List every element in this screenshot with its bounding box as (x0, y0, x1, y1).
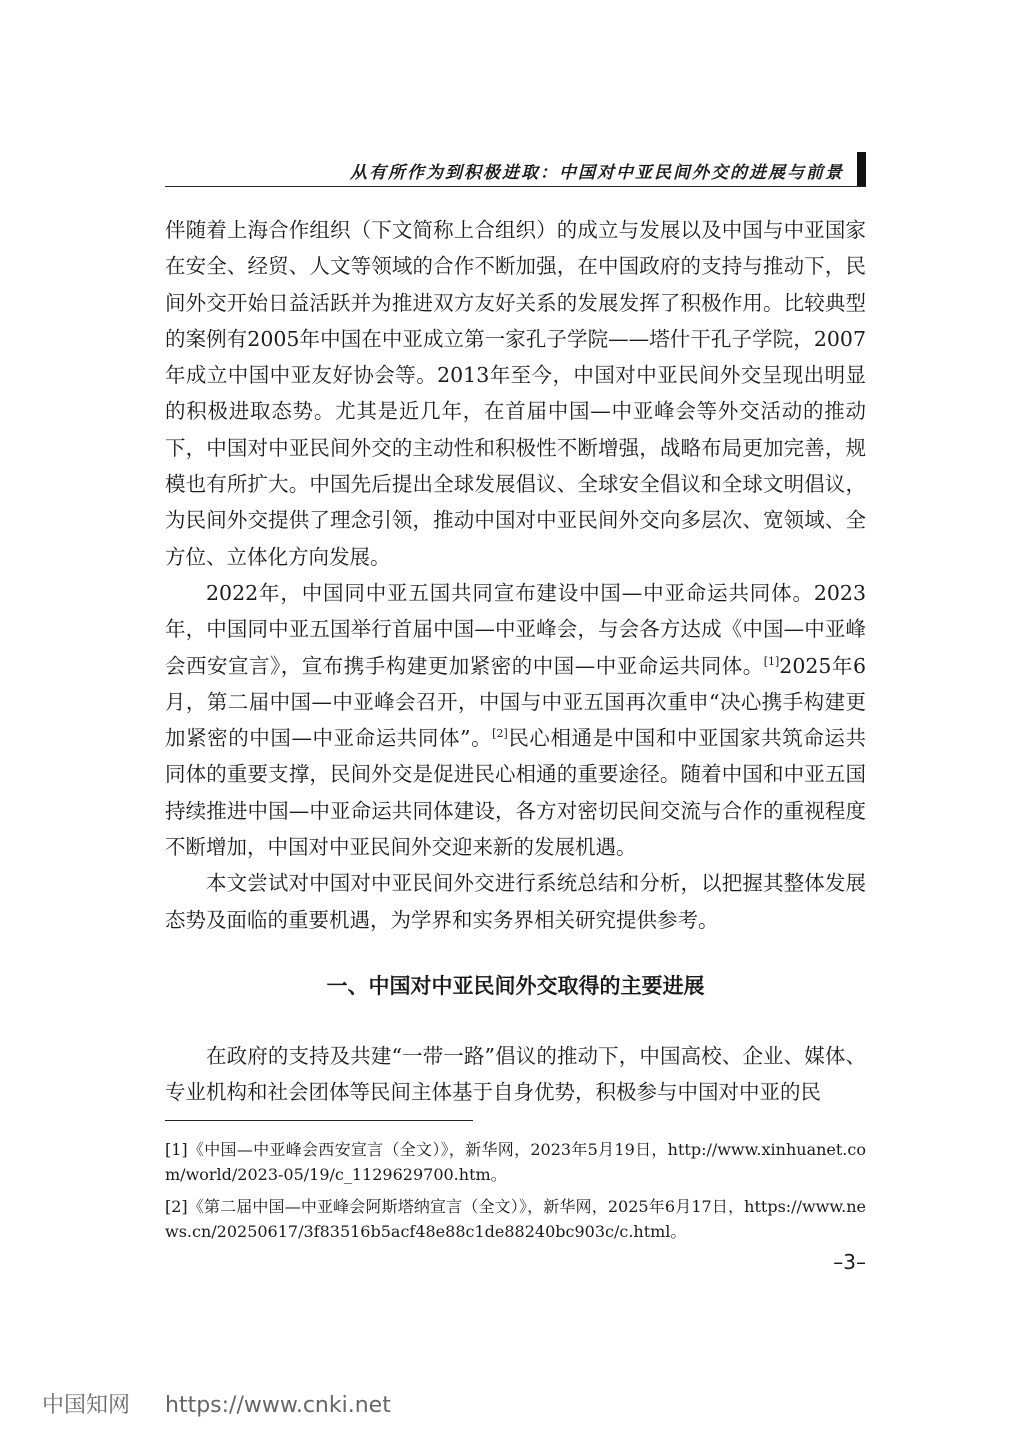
body-text (165, 212, 866, 938)
footnote-2: [2]《第二届中国—中亚峰会阿斯塔纳宣言（全文）》，新华网，2025年6月17日，https://www.news.cn/20250617/3f83516b5acf48e88c1de88240bc903c/c.html。 (165, 1197, 866, 1241)
paragraph-2 (165, 575, 866, 865)
footnote-ref-1[interactable]: [1] (763, 654, 780, 668)
watermark-name: 中国知网 (42, 1393, 131, 1418)
footnote-1: [1]《中国—中亚峰会西安宣言（全文）》，新华网，2023年5月19日，http://www.xinhuanet.com/world/2023-05/19/c_1129629700.htm。 (165, 1140, 866, 1184)
header-bar (857, 152, 866, 186)
running-header-title: 从有所作为到积极进取：中国对中亚民间外交的进展与前景 (350, 163, 844, 183)
section-title: 一、中国对中亚民间外交取得的主要进展 (326, 974, 705, 998)
page-number: –3– (833, 1250, 866, 1274)
watermark-url[interactable]: https://www.cnki.net (165, 1393, 391, 1418)
section-paragraph: 在政府的支持及共建“一带一路”倡议的推动下，中国高校、企业、媒体、专业机构和社会团体等民间主体基于自身优势，积极参与中国对中亚的民 (165, 1044, 866, 1105)
cnki-watermark (42, 1388, 391, 1419)
footnotes (165, 1137, 866, 1251)
paragraph-2-part-1: 2022年，中国同中亚五国共同宣布建设中国—中亚命运共同体。2023年，中国同中亚五国举行首届中国—中亚峰会，与会各方达成《中国—中亚峰会西安宣言》，宣布携手构建更加紧密的中国—中亚命运共同体。 (165, 580, 866, 678)
footnote-ref-2[interactable]: [2] (492, 727, 508, 741)
paragraph-2-part-2: 2025年6月，第二届中国—中亚峰会召开，中国与中亚五国再次重申“决心携手构建更加紧密的中国—中亚命运共同体”。 (165, 653, 867, 751)
paragraph-3: 本文尝试对中国对中亚民间外交进行系统总结和分析，以把握其整体发展态势及面临的重要机遇，为学界和实务界相关研究提供参考。 (165, 871, 866, 932)
paragraph-1: 伴随着上海合作组织（下文简称上合组织）的成立与发展以及中国与中亚国家在安全、经贸、人文等领域的合作不断加强，在中国政府的支持与推动下，民间外交开始日益活跃并为推进双方友好关系的发展发挥了积极作用。比较典型的案例有2005年中国在中亚成立第一家孔子学院——塔什干孔子学院，2007年成立中国中亚友好协会等。2013年至今，中国对中亚民间外交呈现出明显的积极进取态势。尤其是近几年，在首届中国—中亚峰会等外交活动的推动下，中国对中亚民间外交的主动性和积极性不断增强，战略布局更加完善，规模也有所扩大。中国先后提出全球发展倡议、全球安全倡议和全球文明倡议，为民间外交提供了理念引领，推动中国对中亚民间外交向多层次、宽领域、全方位、立体化方向发展。 (165, 218, 866, 569)
running-header (165, 152, 866, 187)
footnote-divider (165, 1120, 473, 1121)
paragraph-2-part-3: 民心相通是中国和中亚国家共筑命运共同体的重要支撑，民间外交是促进民心相通的重要途径。随着中国和中亚五国持续推进中国—中亚命运共同体建设，各方对密切民间交流与合作的重视程度不断增加，中国对中亚民间外交迎来新的发展机遇。 (165, 726, 866, 860)
